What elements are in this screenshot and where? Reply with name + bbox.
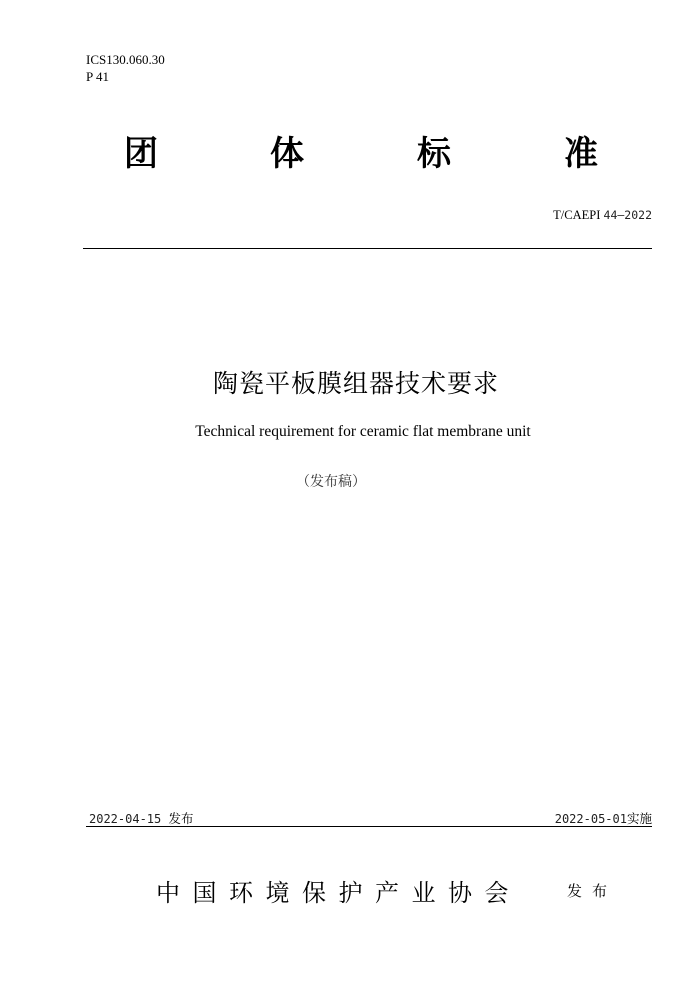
document-title-english: Technical requirement for ceramic flat membrane unit — [195, 423, 531, 440]
publish-date: 2022-04-15 — [89, 812, 162, 826]
footer-divider — [86, 826, 652, 827]
classification-codes — [86, 52, 165, 86]
effective-date-label: 实施 — [626, 811, 652, 826]
document-title-chinese: 陶瓷平板膜组器技术要求 — [212, 369, 499, 398]
standard-type-char-3: 标 — [417, 134, 451, 174]
standard-number — [553, 208, 652, 223]
publish-date-label: 发布 — [168, 811, 194, 826]
effective-date-line — [555, 809, 652, 827]
ccs-code: P 41 — [86, 69, 109, 84]
standard-type-char-4: 准 — [564, 134, 598, 174]
standard-number-prefix: T/CAEPI — [553, 208, 601, 222]
publisher-name: 中国环境保护产业协会 — [156, 879, 521, 907]
draft-status: （发布稿） — [296, 474, 366, 490]
publisher-publish-word: 发布 — [567, 882, 618, 900]
standard-type-char-1: 团 — [124, 134, 158, 174]
effective-date: 2022-05-01 — [554, 812, 627, 826]
header-divider — [83, 248, 652, 249]
standard-type-char-2: 体 — [270, 134, 304, 174]
standard-number-value: 44—2022 — [603, 208, 652, 222]
publish-date-line — [89, 809, 194, 827]
ics-code: ICS130.060.30 — [86, 52, 165, 67]
